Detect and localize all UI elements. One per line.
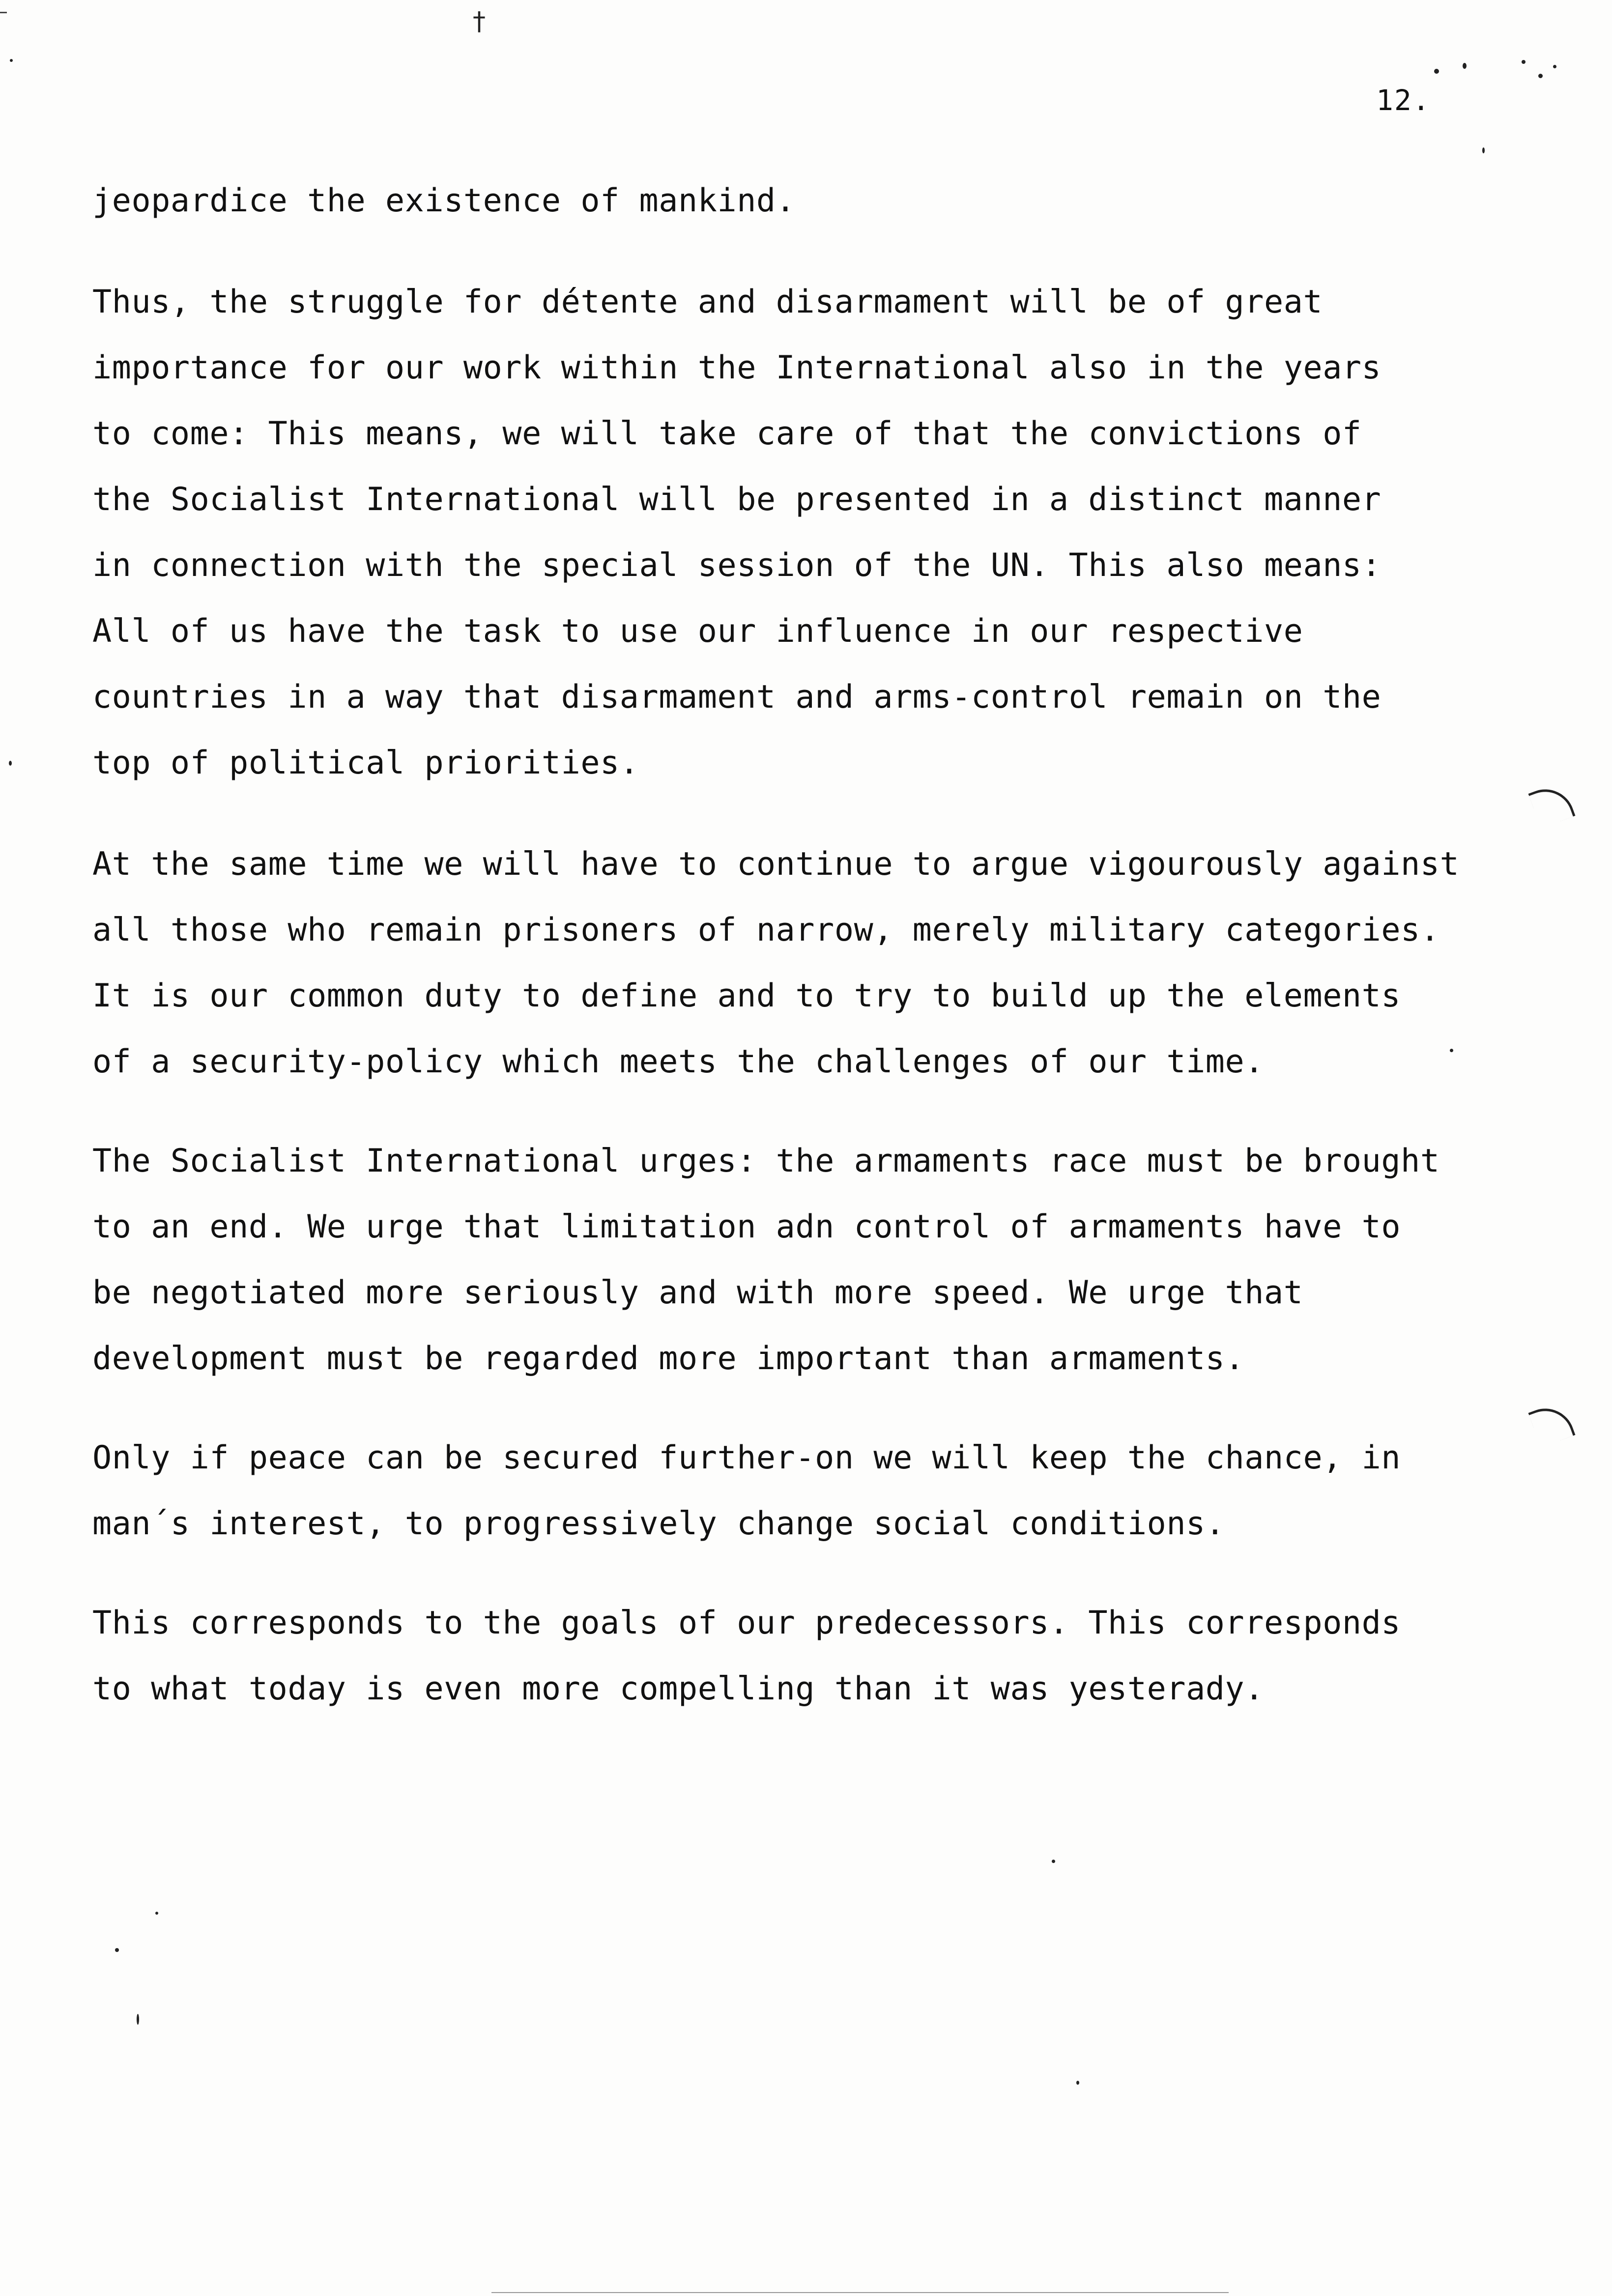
scan-speck bbox=[155, 1912, 158, 1915]
text-line: the Socialist International will be presented in a distinct manner bbox=[92, 481, 1382, 518]
text-line: This corresponds to the goals of our predecessors. This corresponds bbox=[92, 1605, 1401, 1641]
scan-speck bbox=[1553, 65, 1556, 68]
scan-speck bbox=[1076, 2081, 1079, 2085]
scan-speck bbox=[1463, 63, 1467, 69]
scan-bottom-edge bbox=[491, 2292, 1229, 2293]
text-line: be negotiated more seriously and with more speed. We urge that bbox=[92, 1274, 1303, 1311]
paragraph-5 bbox=[92, 1425, 1567, 1557]
text-line: to what today is even more compelling than it was yesterady. bbox=[92, 1670, 1264, 1707]
text-line: to come: This means, we will take care of that the convictions of bbox=[92, 415, 1362, 452]
scan-speck bbox=[9, 761, 12, 766]
scan-speck bbox=[1538, 74, 1543, 78]
scan-speck bbox=[115, 1948, 119, 1952]
text-line: The Socialist International urges: the armaments race must be brought bbox=[92, 1143, 1440, 1179]
paragraph-3 bbox=[92, 832, 1567, 1095]
text-line: All of us have the task to use our influence in our respective bbox=[92, 613, 1303, 650]
text-line: of a security-policy which meets the challenges of our time. bbox=[92, 1043, 1264, 1080]
page-number: 12. bbox=[1376, 84, 1431, 117]
text-line: man´s interest, to progressively change social conditions. bbox=[92, 1505, 1225, 1542]
text-line: importance for our work within the International also in the years bbox=[92, 349, 1382, 386]
text-line: to an end. We urge that limitation adn control of armaments have to bbox=[92, 1208, 1401, 1245]
text-line: Thus, the struggle for détente and disarmament will be of great bbox=[92, 284, 1323, 320]
text-line: development must be regarded more important than armaments. bbox=[92, 1340, 1245, 1377]
paragraph-2 bbox=[92, 269, 1567, 796]
scan-speck bbox=[1522, 60, 1526, 64]
scan-speck bbox=[1052, 1860, 1055, 1863]
scan-speck bbox=[1434, 69, 1439, 74]
scan-speck bbox=[137, 2014, 139, 2025]
scan-speck bbox=[10, 59, 13, 62]
text-line: At the same time we will have to continue to argue vigourously against bbox=[92, 846, 1460, 883]
text-line: jeopardice the existence of mankind. bbox=[92, 182, 796, 219]
text-line: in connection with the special session of the UN. This also means: bbox=[92, 547, 1382, 584]
text-line: countries in a way that disarmament and arms-control remain on the bbox=[92, 679, 1382, 716]
text-line: all those who remain prisoners of narrow, merely military categories. bbox=[92, 912, 1440, 948]
paragraph-6 bbox=[92, 1590, 1567, 1722]
paragraph-4 bbox=[92, 1128, 1567, 1392]
paragraph-1 bbox=[92, 168, 1567, 234]
scan-top-mark: † bbox=[473, 7, 486, 36]
text-line: Only if peace can be secured further-on we will keep the chance, in bbox=[92, 1439, 1401, 1476]
text-line: top of political priorities. bbox=[92, 745, 639, 781]
scan-speck bbox=[1482, 147, 1485, 153]
text-line: It is our common duty to define and to try to build up the elements bbox=[92, 977, 1401, 1014]
scan-edge-mark bbox=[0, 12, 7, 13]
